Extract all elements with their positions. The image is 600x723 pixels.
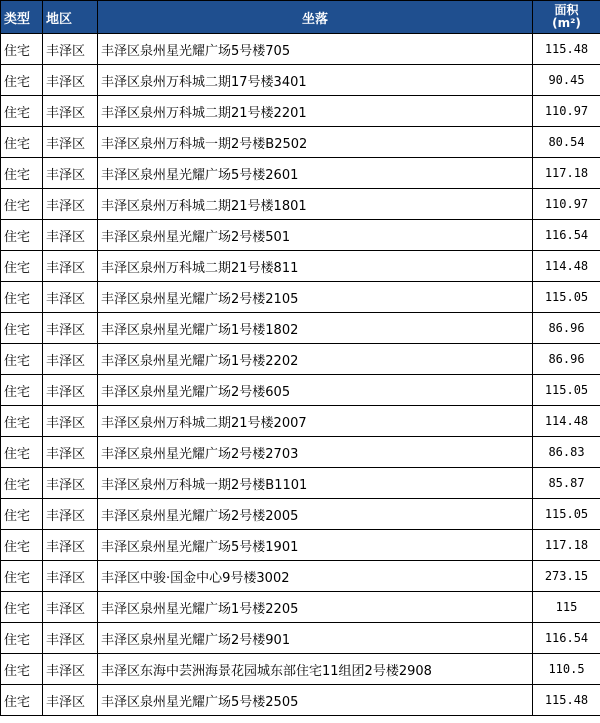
cell-area: 86.96	[533, 344, 600, 375]
area-header-unit: (m²)	[552, 16, 581, 30]
cell-address: 丰泽区泉州星光耀广场2号楼501	[98, 220, 533, 251]
cell-district: 丰泽区	[43, 65, 98, 96]
area-header-label: 面积	[554, 3, 579, 17]
cell-type: 住宅	[1, 406, 43, 437]
cell-district: 丰泽区	[43, 96, 98, 127]
table-row	[1, 96, 600, 127]
cell-district: 丰泽区	[43, 344, 98, 375]
cell-area: 114.48	[533, 251, 600, 282]
cell-address: 丰泽区泉州万科城一期2号楼B1101	[98, 468, 533, 499]
table-row	[1, 344, 600, 375]
cell-district: 丰泽区	[43, 623, 98, 654]
cell-address: 丰泽区泉州星光耀广场1号楼1802	[98, 313, 533, 344]
cell-type: 住宅	[1, 499, 43, 530]
cell-type: 住宅	[1, 282, 43, 313]
cell-district: 丰泽区	[43, 158, 98, 189]
cell-district: 丰泽区	[43, 127, 98, 158]
cell-area: 115	[533, 592, 600, 623]
cell-district: 丰泽区	[43, 375, 98, 406]
table-row	[1, 561, 600, 592]
cell-district: 丰泽区	[43, 251, 98, 282]
cell-district: 丰泽区	[43, 437, 98, 468]
cell-type: 住宅	[1, 34, 43, 65]
table-row	[1, 127, 600, 158]
cell-district: 丰泽区	[43, 220, 98, 251]
table-row	[1, 685, 600, 716]
cell-type: 住宅	[1, 654, 43, 685]
cell-area: 85.87	[533, 468, 600, 499]
cell-address: 丰泽区泉州星光耀广场5号楼1901	[98, 530, 533, 561]
cell-area: 115.05	[533, 375, 600, 406]
cell-type: 住宅	[1, 623, 43, 654]
header-row	[1, 1, 600, 34]
cell-district: 丰泽区	[43, 499, 98, 530]
cell-area: 117.18	[533, 530, 600, 561]
table-row	[1, 623, 600, 654]
table-row	[1, 592, 600, 623]
table-row	[1, 65, 600, 96]
cell-district: 丰泽区	[43, 592, 98, 623]
cell-address: 丰泽区泉州万科城二期21号楼2007	[98, 406, 533, 437]
cell-address: 丰泽区泉州万科城二期17号楼3401	[98, 65, 533, 96]
cell-area: 80.54	[533, 127, 600, 158]
cell-area: 110.5	[533, 654, 600, 685]
cell-type: 住宅	[1, 96, 43, 127]
cell-area: 90.45	[533, 65, 600, 96]
cell-address: 丰泽区泉州星光耀广场2号楼2105	[98, 282, 533, 313]
cell-type: 住宅	[1, 127, 43, 158]
cell-area: 273.15	[533, 561, 600, 592]
cell-address: 丰泽区泉州星光耀广场2号楼901	[98, 623, 533, 654]
cell-address: 丰泽区泉州星光耀广场2号楼2703	[98, 437, 533, 468]
table-row	[1, 313, 600, 344]
cell-address: 丰泽区泉州星光耀广场5号楼2505	[98, 685, 533, 716]
cell-address: 丰泽区泉州万科城二期21号楼811	[98, 251, 533, 282]
cell-type: 住宅	[1, 65, 43, 96]
cell-area: 117.18	[533, 158, 600, 189]
cell-type: 住宅	[1, 158, 43, 189]
table-row	[1, 406, 600, 437]
cell-area: 115.05	[533, 282, 600, 313]
table-row	[1, 34, 600, 65]
cell-area: 114.48	[533, 406, 600, 437]
cell-address: 丰泽区泉州星光耀广场5号楼705	[98, 34, 533, 65]
table-row	[1, 499, 600, 530]
cell-district: 丰泽区	[43, 561, 98, 592]
table-row	[1, 468, 600, 499]
cell-address: 丰泽区泉州星光耀广场5号楼2601	[98, 158, 533, 189]
cell-address: 丰泽区泉州星光耀广场1号楼2202	[98, 344, 533, 375]
column-header-address: 坐落	[98, 1, 533, 34]
cell-type: 住宅	[1, 592, 43, 623]
column-header-area	[533, 1, 600, 34]
cell-district: 丰泽区	[43, 313, 98, 344]
cell-address: 丰泽区东海中芸洲海景花园城东部住宅11组团2号楼2908	[98, 654, 533, 685]
table-row	[1, 437, 600, 468]
cell-district: 丰泽区	[43, 530, 98, 561]
cell-address: 丰泽区泉州星光耀广场2号楼2005	[98, 499, 533, 530]
table-row	[1, 189, 600, 220]
cell-area: 115.48	[533, 685, 600, 716]
cell-address: 丰泽区泉州星光耀广场1号楼2205	[98, 592, 533, 623]
cell-type: 住宅	[1, 561, 43, 592]
cell-area: 86.83	[533, 437, 600, 468]
cell-type: 住宅	[1, 189, 43, 220]
cell-address: 丰泽区中骏·国金中心9号楼3002	[98, 561, 533, 592]
cell-address: 丰泽区泉州星光耀广场2号楼605	[98, 375, 533, 406]
cell-district: 丰泽区	[43, 468, 98, 499]
cell-type: 住宅	[1, 685, 43, 716]
cell-type: 住宅	[1, 220, 43, 251]
table-row	[1, 251, 600, 282]
cell-area: 116.54	[533, 623, 600, 654]
cell-district: 丰泽区	[43, 685, 98, 716]
cell-district: 丰泽区	[43, 654, 98, 685]
column-header-type: 类型	[1, 1, 43, 34]
cell-address: 丰泽区泉州万科城二期21号楼1801	[98, 189, 533, 220]
cell-area: 115.48	[533, 34, 600, 65]
cell-district: 丰泽区	[43, 34, 98, 65]
cell-area: 110.97	[533, 96, 600, 127]
cell-area: 86.96	[533, 313, 600, 344]
cell-area: 116.54	[533, 220, 600, 251]
column-header-district: 地区	[43, 1, 98, 34]
cell-area: 115.05	[533, 499, 600, 530]
cell-address: 丰泽区泉州万科城二期21号楼2201	[98, 96, 533, 127]
cell-district: 丰泽区	[43, 282, 98, 313]
cell-type: 住宅	[1, 468, 43, 499]
table-body	[1, 34, 600, 716]
table-row	[1, 654, 600, 685]
cell-type: 住宅	[1, 344, 43, 375]
table-row	[1, 158, 600, 189]
cell-type: 住宅	[1, 251, 43, 282]
cell-address: 丰泽区泉州万科城一期2号楼B2502	[98, 127, 533, 158]
cell-district: 丰泽区	[43, 406, 98, 437]
table-row	[1, 220, 600, 251]
cell-area: 110.97	[533, 189, 600, 220]
cell-type: 住宅	[1, 313, 43, 344]
table-row	[1, 375, 600, 406]
table-row	[1, 530, 600, 561]
cell-type: 住宅	[1, 375, 43, 406]
cell-type: 住宅	[1, 530, 43, 561]
cell-type: 住宅	[1, 437, 43, 468]
table-row	[1, 282, 600, 313]
cell-district: 丰泽区	[43, 189, 98, 220]
